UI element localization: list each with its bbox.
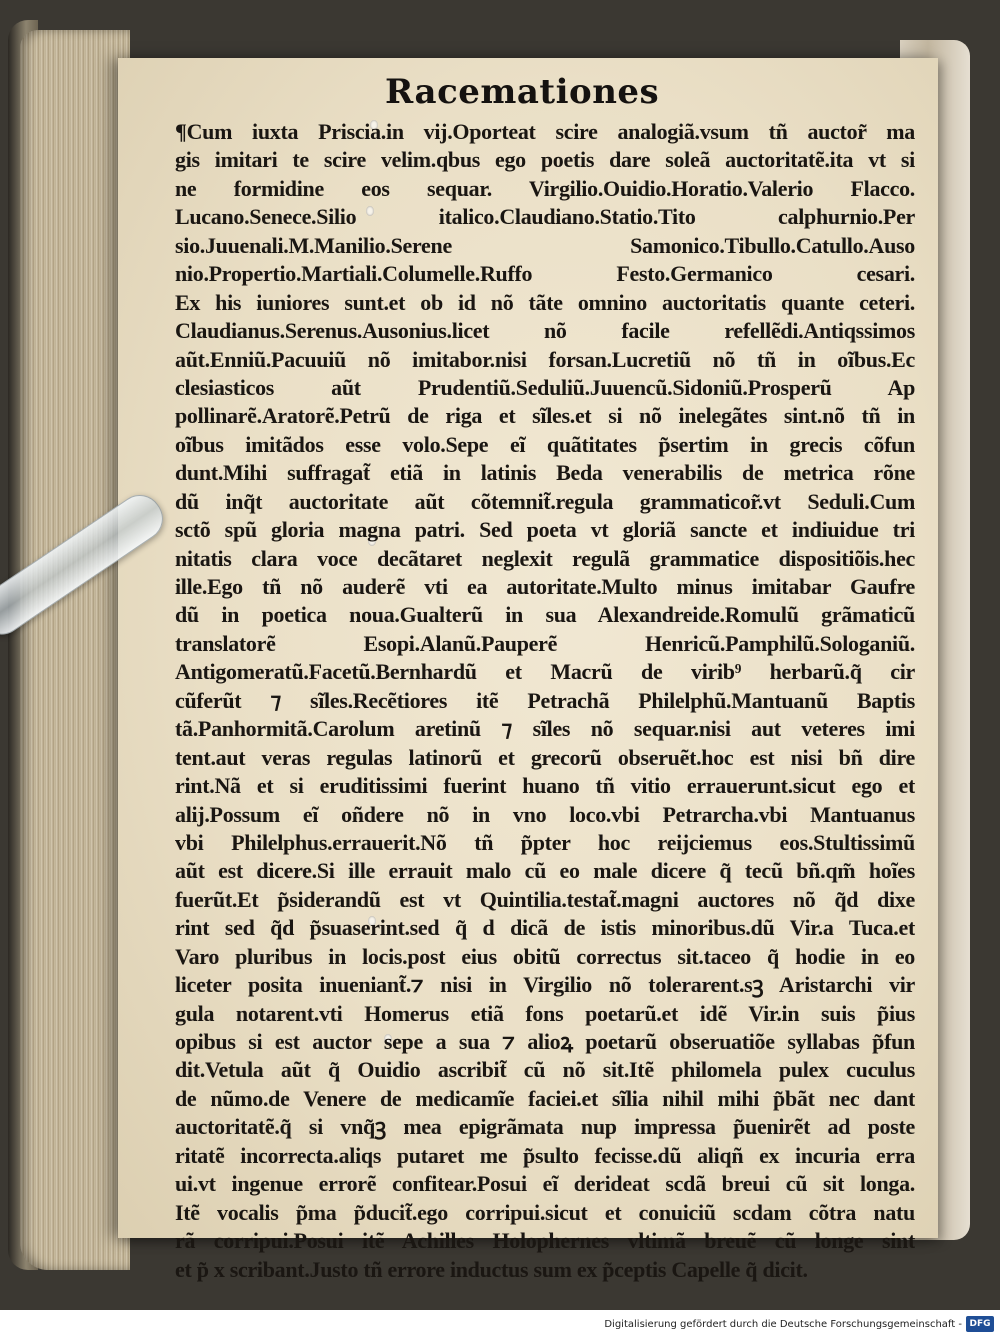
text-line: oĩbus imitãdos esse volo.Sepe eĩ quãtitates p̃sertim in grecis cõfun (175, 431, 915, 457)
text-line: gis imitari te scire velim.qbus ego poetis dare soleã auctoritatẽ.ita vt si (175, 147, 915, 173)
text-line: ui.vt ingenue errorẽ confitear.Posui eĩ derideat scdã breui cũ sit longa. (175, 1171, 915, 1197)
text-line: tent.aut veras regulas latinorũ et grecorũ obseruẽt.hoc est nisi bñ dire (175, 744, 915, 770)
text-line: Antigomeratũ.Facetũ.Bernhardũ et Macrũ de virib⁹ herbarũ.q̃ cir (175, 659, 915, 685)
book-page-edges (20, 30, 130, 1270)
text-line: ¶Cum iuxta Priscia.in vij.Oporteat scire analogiã.vsum tñ auctor̃ ma (175, 119, 915, 144)
text-line: dunt.Mihi suffragat̃ etiã in latinis Beda venerabilis de metrica rõne (175, 460, 915, 486)
text-line: dũ inq̃t auctoritate aũt cõtemnit̃.regula grammaticor̃.vt Seduli.Cum (175, 488, 915, 514)
text-line: opibus si est auctor sepe a sua ⁊ alioꝝ poetarũ obseruatiõe syllabas p̃fun (175, 1029, 915, 1054)
body-text (175, 118, 915, 1284)
text-line: nitatis clara voce decãtaret neglexit regulã grammatice dispositiõis.hec (175, 545, 915, 571)
text-line: translatorẽ Esopi.Alanũ.Pauperẽ Henricũ.Pamphilũ.Sologaniũ. (175, 630, 915, 656)
text-line: rint.Nã et si eruditissimi fuerint huano tñ vitio errauerunt.sicut ego et (175, 773, 915, 799)
dfg-logo-icon: DFG (966, 1316, 994, 1332)
text-line: gula notarent.vti Homerus etiã fons poetarũ.et idẽ Vir.in suis p̃ius (175, 1000, 915, 1026)
text-line: aũt est dicere.Si ille errauit malo cũ eo male dicere q̃ tecũ bñ.qm̃ hoĩes (175, 858, 915, 884)
text-line: dũ in poetica noua.Gualterũ in sua Alexandreide.Romulũ grãmaticũ (175, 602, 915, 628)
text-line: ritatẽ incorrecta.aliqs putaret me p̃sulto fecisse.dũ aliqñ ex incuria erra (175, 1142, 915, 1168)
footer-bar (0, 1312, 1000, 1339)
text-line: de nũmo.de Venere de medicamĩe faciei.et sĩlia nihil mihi p̃bãt nec dant (175, 1085, 915, 1111)
text-line: clesiasticos aũt Prudentiũ.Seduliũ.Juuencũ.Sidoniũ.Prosperũ Ap (175, 374, 915, 400)
text-line: nio.Propertio.Martiali.Columelle.Ruffo Festo.Germanico cesari. (175, 261, 915, 287)
text-line: Ex his iuniores sunt.et ob id nõ tãte omnino auctoritatis quante ceteri. (175, 289, 915, 315)
page-heading: Racemationes (385, 72, 660, 112)
text-line: Itẽ vocalis p̃ma p̃ducit̃.ego corripui.sicut et conuiciũ scdam cõtra natu (175, 1199, 915, 1225)
text-line: alij.Possum eĩ oñdere nõ in vno loco.vbi Petrarcha.vbi Mantuanus (175, 801, 915, 827)
text-line: ille.Ego tñ nõ auderẽ vti ea autoritate.Multo minus imitabar Gaufre (175, 574, 915, 599)
text-line: vbi Philelphus.errauerit.Nõ tñ p̃pter hoc reijciemus eos.Stultissimũ (175, 829, 915, 855)
text-line: tã.Panhormitã.Carolum aretinũ ⁊ sĩles nõ sequar.nisi aut veteres imi (175, 716, 915, 742)
text-line: Claudianus.Serenus.Ausonius.licet nõ facile refellẽdi.Antiqssimos (175, 318, 915, 344)
text-line: fuerũt.Et p̃siderandũ est vt Quintilia.testat̃.magni auctores nõ q̃d dixe (175, 886, 915, 912)
text-line: sio.Juuenali.M.Manilio.Serene Samonico.Tibullo.Catullo.Auso (175, 232, 915, 258)
text-line: liceter posita inueniant̃.⁊ nisi in Virgilio nõ tolerarent.sꝫ Aristarchi vir (175, 972, 915, 998)
text-line: aũt.Enniũ.Pacuuiũ nõ imitabor.nisi forsan.Lucretiũ nõ tñ in oĩbus.Ec (175, 346, 915, 372)
text-line: ne formidine eos sequar. Virgilio.Ouidio.Horatio.Valerio Flacco. (175, 175, 915, 201)
text-line: Varo pluribus in locis.post eius obitũ correctus sit.taceo q̃ hodie in eo (175, 943, 915, 969)
text-line: Lucano.Senece.Silio italico.Claudiano.Statio.Tito calphurnio.Per (175, 204, 915, 230)
text-line: rã corripui.Posui itẽ Achilles Holophernes vltimã breuẽ cũ longe sint (175, 1228, 915, 1254)
text-line: et p̃ x scribant.Justo tñ errore inductus sum ex p̃ceptis Capelle q̃ dicit. (175, 1256, 808, 1282)
text-line: auctoritatẽ.q̃ si vnq̃ꝫ mea epigrãmata nup impressa p̃uenirẽt ad poste (175, 1114, 915, 1140)
text-line: pollinarẽ.Aratorẽ.Petrũ de riga et sĩles.et si nõ inelegãtes sint.nõ tñ in (175, 403, 915, 429)
funding-credit: Digitalisierung gefördert durch die Deutsche Forschungsgemeinschaft - (604, 1319, 962, 1330)
text-line: dit.Vetula aũt q̃ Ouidio ascribit̃ cũ nõ sit.Itẽ philomela pulex cuculus (175, 1057, 915, 1083)
text-line: sctõ spũ gloria magna patri. Sed poeta vt gloriã sancte et indiuidue tri (175, 517, 915, 543)
text-line: cũferũt ⁊ sĩles.Recẽtiores itẽ Petrachã Philelphũ.Mantuanũ Baptis (175, 687, 915, 713)
text-line: rint sed q̃d p̃suaserint.sed q̃ d dicã de istis minoribus.dũ Vir.a Tuca.et (175, 915, 915, 941)
